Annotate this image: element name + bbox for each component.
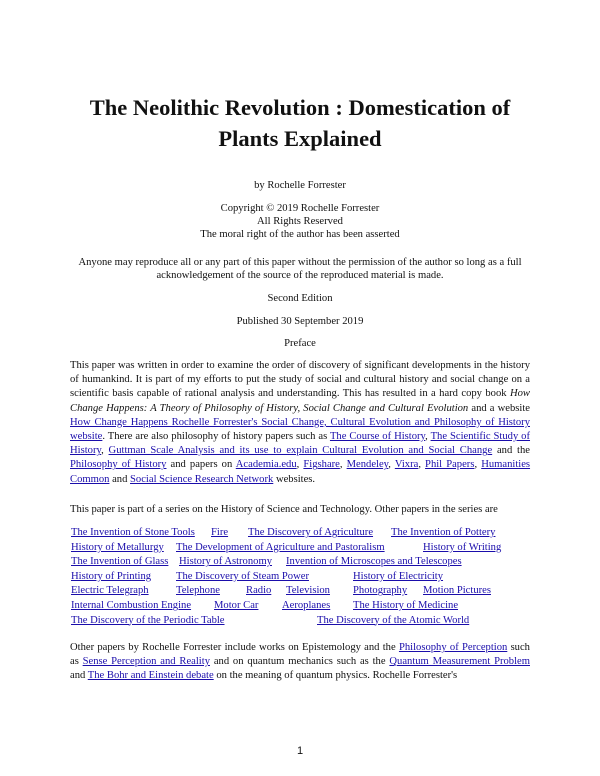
series-link[interactable]: The Discovery of the Atomic World — [317, 614, 470, 626]
series-row — [71, 556, 531, 571]
separator: , — [425, 431, 431, 443]
guttman-scale-link[interactable]: Guttman Scale Analysis and its use to explain Cultural Evolution and Social Change — [108, 445, 493, 457]
series-link[interactable]: Fire — [211, 527, 229, 538]
separator: , — [339, 459, 347, 471]
series-link[interactable]: History of Electricity — [353, 570, 444, 582]
copyright-line: Copyright © 2019 Rochelle Forrester — [220, 203, 380, 214]
series-link[interactable]: The Discovery of Steam Power — [176, 570, 309, 582]
series-link[interactable]: The History of Medicine — [353, 599, 459, 611]
preface-text: . There are also philosophy of history papers such as — [102, 431, 330, 443]
vixra-link[interactable]: Vixra — [394, 459, 419, 471]
course-of-history-link[interactable]: The Course of History — [329, 431, 426, 443]
separator: , — [388, 459, 395, 471]
quantum-measurement-link[interactable]: Quantum Measurement Problem — [389, 656, 530, 668]
title-line-1: The Neolithic Revolution : Domestication of — [89, 95, 511, 120]
preface-text: websites. — [273, 473, 316, 485]
bohr-einstein-link[interactable]: The Bohr and Einstein debate — [87, 670, 214, 682]
preface-text: and papers on — [166, 459, 236, 471]
mendeley-link[interactable]: Mendeley — [346, 459, 389, 471]
scientific-study-link[interactable]: The Scientific Study of History — [70, 431, 531, 457]
series-link[interactable]: Photography — [353, 585, 408, 597]
preface-text: and the — [492, 445, 530, 457]
series-link[interactable]: The Development of Agriculture and Pastoralism — [176, 541, 385, 553]
reproduce-line-2: acknowledgement of the source of the reproduced material is made. — [156, 270, 444, 281]
preface-heading: Preface — [284, 338, 316, 349]
series-link[interactable]: History of Astronomy — [179, 556, 272, 568]
series-link[interactable]: Aeroplanes — [282, 599, 331, 611]
page-number: 1 — [296, 745, 304, 757]
paper-title — [60, 92, 540, 154]
series-link[interactable]: The Discovery of the Periodic Table — [71, 614, 225, 626]
other-papers-paragraph — [70, 641, 530, 684]
separator: , — [418, 459, 426, 471]
other-text: on the meaning of quantum physics. Rochelle Forrester's — [213, 670, 458, 682]
title-line-2: Plants Explained — [218, 126, 382, 151]
preface-text: and — [109, 473, 131, 485]
rights-line: All Rights Reserved — [257, 216, 343, 227]
preface-text: and a website — [468, 402, 530, 414]
series-row — [71, 600, 531, 615]
series-row — [71, 615, 531, 630]
series-link[interactable]: History of Metallurgy — [71, 541, 164, 553]
figshare-link[interactable]: Figshare — [303, 459, 340, 471]
series-link[interactable]: Radio — [246, 585, 272, 597]
series-link[interactable]: Television — [286, 585, 330, 597]
series-link[interactable]: Invention of Microscopes and Telescopes — [286, 556, 462, 568]
preface-text: This paper was written in order to examine the order of discovery of significant developments in the history of humankind. It is part of my efforts to put the study of social and cultural history and social change on a scientific basis capable of rational analysis and understanding. This has resulted in a hard copy book — [70, 360, 530, 400]
ssrn-link[interactable]: Social Science Research Network — [130, 473, 274, 485]
series-link[interactable]: The Discovery of Agriculture — [248, 527, 374, 538]
edition: Second Edition — [267, 293, 333, 304]
series-link[interactable]: Telephone — [176, 585, 220, 597]
philosophy-of-history-link[interactable]: Philosophy of History — [70, 459, 167, 471]
separator: , — [474, 459, 482, 471]
other-text: Other papers by Rochelle Forrester include works on Epistemology and the — [70, 642, 399, 653]
series-link[interactable]: The Invention of Stone Tools — [71, 527, 195, 538]
sense-perception-link[interactable]: Sense Perception and Reality — [82, 656, 210, 668]
humanities-common-link[interactable]: Humanities Common — [70, 459, 531, 485]
preface-paragraph — [70, 359, 530, 487]
series-link[interactable]: Motion Pictures — [423, 585, 491, 597]
academia-link[interactable]: Academia.edu — [235, 459, 297, 471]
website-link[interactable]: How Change Happens Rochelle Forrester's Social Change, Cultural Evolution and Philosophy of History website — [70, 416, 530, 443]
reproduce-line-1: Anyone may reproduce all or any part of this paper without the permission of the author so long as a full — [78, 257, 522, 268]
series-link[interactable]: Motor Car — [214, 599, 259, 611]
separator: , — [296, 459, 304, 471]
separator: , — [101, 445, 109, 457]
book-title: How Change Happens: A Theory of Philosophy of History, Social Change and Cultural Evolution — [70, 388, 530, 414]
series-link[interactable]: History of Printing — [71, 570, 152, 582]
other-text: and on quantum mechanics such as the — [210, 656, 390, 668]
philosophy-of-perception-link[interactable]: Philosophy of Perception — [398, 642, 508, 653]
series-row — [71, 542, 531, 557]
series-link[interactable]: Internal Combustion Engine — [71, 599, 192, 611]
byline: by Rochelle Forrester — [254, 180, 346, 191]
series-link-list — [71, 527, 531, 629]
series-row — [71, 527, 531, 542]
other-text: such as — [70, 642, 530, 668]
series-link[interactable]: The Invention of Pottery — [391, 527, 496, 538]
series-link[interactable]: History of Writing — [423, 541, 502, 553]
series-row — [71, 571, 531, 586]
phil-papers-link[interactable]: Phil Papers — [425, 459, 475, 471]
moral-right-line: The moral right of the author has been asserted — [200, 229, 400, 240]
series-row — [71, 585, 531, 600]
other-text: and — [70, 670, 88, 682]
published-date: Published 30 September 2019 — [236, 316, 364, 327]
series-link[interactable]: Electric Telegraph — [71, 585, 149, 597]
series-intro: This paper is part of a series on the History of Science and Technology. Other papers in the series are — [70, 504, 498, 515]
series-link[interactable]: The Invention of Glass — [71, 556, 169, 568]
